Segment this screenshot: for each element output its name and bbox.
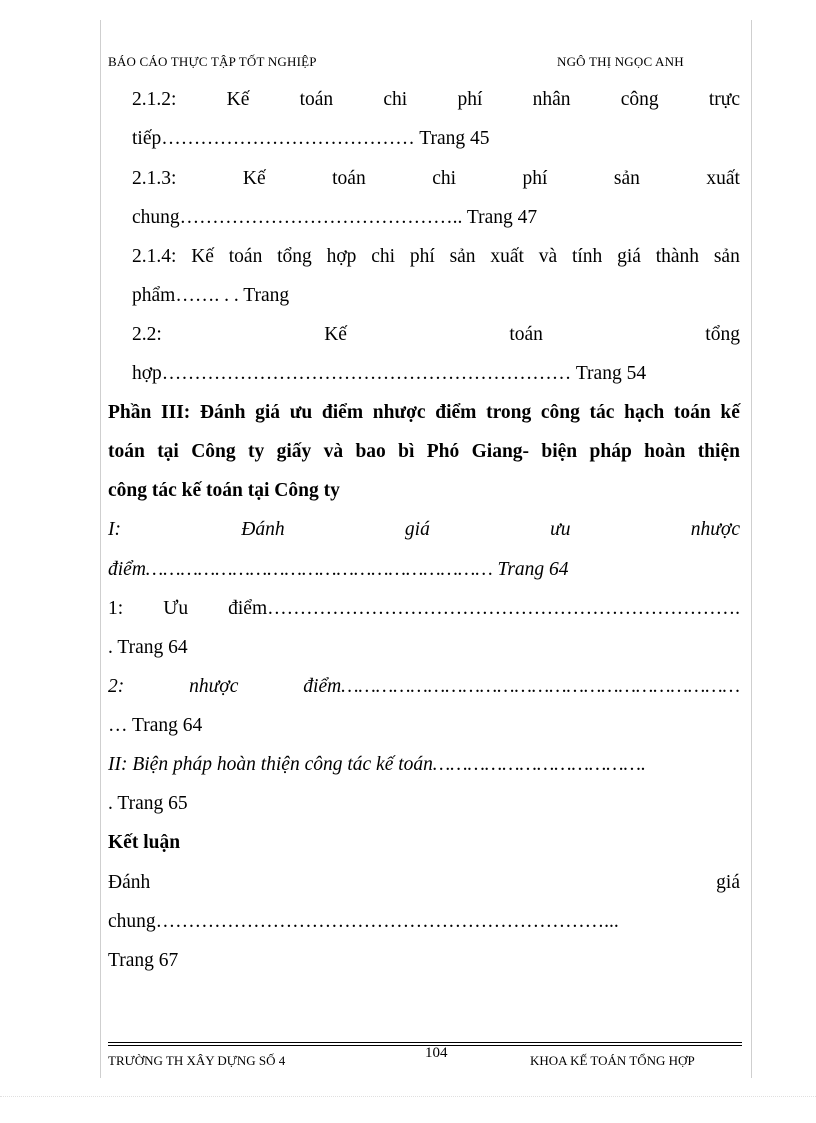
header-author: NGÔ THỊ NGỌC ANH bbox=[557, 54, 684, 69]
word: Kế bbox=[324, 324, 347, 345]
word: công bbox=[620, 89, 659, 110]
word: nhược bbox=[372, 402, 426, 423]
word: bao bbox=[355, 441, 386, 462]
word: toán bbox=[673, 402, 711, 423]
word: toán bbox=[299, 89, 334, 110]
word: 2.1.2: bbox=[132, 89, 177, 110]
word: tổng bbox=[277, 246, 312, 267]
footer-rule-top bbox=[108, 1042, 742, 1043]
word: điểm bbox=[321, 402, 364, 423]
toc-general-page: Trang 67 bbox=[108, 950, 179, 971]
word: Đánh bbox=[241, 519, 285, 540]
word: hạch bbox=[624, 402, 665, 423]
word: tính bbox=[571, 246, 603, 267]
word: tác bbox=[589, 402, 615, 423]
word: ưu bbox=[289, 402, 313, 423]
toc-item-1-cont: . Trang 64 bbox=[108, 637, 188, 658]
word: trong bbox=[486, 402, 532, 423]
word: phí bbox=[522, 168, 548, 189]
word: toán bbox=[228, 246, 263, 267]
word: ty bbox=[247, 441, 265, 462]
word: chi bbox=[383, 89, 408, 110]
word: kế bbox=[720, 402, 740, 423]
word: ưu bbox=[550, 519, 571, 540]
word: nhân bbox=[532, 89, 571, 110]
toc-general bbox=[108, 871, 740, 895]
toc-entry-2-1-4-cont: phẩm……. . . Trang bbox=[132, 285, 290, 306]
word: sản bbox=[713, 246, 740, 267]
word: xuất bbox=[490, 246, 524, 267]
toc-item-2 bbox=[108, 675, 740, 699]
word: Kế bbox=[191, 246, 214, 267]
toc-section-I bbox=[108, 518, 740, 542]
part3-heading-line1 bbox=[108, 401, 740, 425]
word: 2.1.4: bbox=[132, 246, 177, 267]
word: Ưu bbox=[163, 598, 189, 619]
toc-entry-2-1-3 bbox=[132, 167, 740, 191]
toc-section-II: II: Biện pháp hoàn thiện công tác kế toán………………………………. bbox=[108, 754, 646, 775]
word: và bbox=[323, 441, 344, 462]
word: giá bbox=[255, 402, 281, 423]
word: toán bbox=[108, 441, 145, 462]
page-number: 104 bbox=[425, 1045, 448, 1061]
toc-section-I-cont: điểm…………………………………………………… Trang 64 bbox=[108, 559, 569, 580]
part3-heading-line3: công tác kế toán tại Công ty bbox=[108, 480, 340, 501]
word: điểm………………………………………………………………. bbox=[228, 598, 740, 619]
word: chi bbox=[371, 246, 396, 267]
page-edge bbox=[0, 1096, 816, 1097]
word: sản bbox=[449, 246, 476, 267]
word: biện bbox=[541, 441, 578, 462]
toc-entry-2-1-3-cont: chung…………………………………….. Trang 47 bbox=[132, 207, 538, 228]
word: trực bbox=[708, 89, 740, 110]
word: toán bbox=[332, 168, 366, 189]
part3-heading-line2 bbox=[108, 440, 740, 464]
word: công bbox=[540, 402, 580, 423]
word: thiện bbox=[697, 441, 740, 462]
header-report-title: BÁO CÁO THỰC TẬP TỐT NGHIỆP bbox=[108, 54, 317, 69]
toc-conclusion: Kết luận bbox=[108, 832, 181, 853]
word: 2: bbox=[108, 676, 125, 697]
word: giá bbox=[716, 872, 740, 893]
footer-department: KHOA KẾ TOÁN TỔNG HỢP bbox=[530, 1053, 695, 1068]
word: nhược bbox=[690, 519, 740, 540]
word: Công bbox=[191, 441, 236, 462]
word: Giang- bbox=[471, 441, 530, 462]
word: 1: bbox=[108, 598, 124, 619]
word: Kế bbox=[242, 168, 266, 189]
word: I: bbox=[108, 519, 121, 540]
toc-section-II-cont: . Trang 65 bbox=[108, 793, 188, 814]
word: 2.1.3: bbox=[132, 168, 177, 189]
word: chi bbox=[432, 168, 457, 189]
word: tổng bbox=[705, 324, 740, 345]
word: toán bbox=[509, 324, 543, 345]
word: điểm…………………………………………………………… bbox=[303, 676, 740, 697]
word: phí bbox=[409, 246, 435, 267]
word: thành bbox=[655, 246, 700, 267]
word: III: bbox=[161, 402, 191, 423]
word: Kế bbox=[226, 89, 250, 110]
word: nhược bbox=[189, 676, 239, 697]
word: sản bbox=[613, 168, 640, 189]
toc-entry-2-1-2-cont: tiếp………………………………… Trang 45 bbox=[132, 128, 490, 149]
toc-entry-2-1-2 bbox=[132, 88, 740, 112]
toc-entry-2-1-4 bbox=[132, 245, 740, 269]
word: giấy bbox=[276, 441, 312, 462]
word: điểm bbox=[435, 402, 477, 423]
toc-entry-2-2-cont: hợp……………………………………………………… Trang 54 bbox=[132, 363, 647, 384]
footer-school: TRƯỜNG TH XÂY DỰNG SỐ 4 bbox=[108, 1053, 286, 1068]
toc-item-1 bbox=[108, 597, 740, 621]
word: giá bbox=[617, 246, 641, 267]
word: Đánh bbox=[108, 872, 151, 893]
word: hợp bbox=[326, 246, 357, 267]
word: Phần bbox=[108, 402, 152, 423]
toc-general-cont: chung……………………………………………………………... bbox=[108, 911, 619, 932]
word: Phó bbox=[426, 441, 460, 462]
toc-entry-2-2 bbox=[132, 323, 740, 347]
word: giá bbox=[404, 519, 430, 540]
word: bì bbox=[398, 441, 415, 462]
word: Đánh bbox=[199, 402, 246, 423]
toc-item-2-cont: … Trang 64 bbox=[108, 715, 203, 736]
word: xuất bbox=[706, 168, 740, 189]
word: hoàn bbox=[644, 441, 686, 462]
word: và bbox=[538, 246, 558, 267]
word: phí bbox=[457, 89, 483, 110]
word: pháp bbox=[589, 441, 632, 462]
word: tại bbox=[157, 441, 179, 462]
word: 2.2: bbox=[132, 324, 162, 345]
